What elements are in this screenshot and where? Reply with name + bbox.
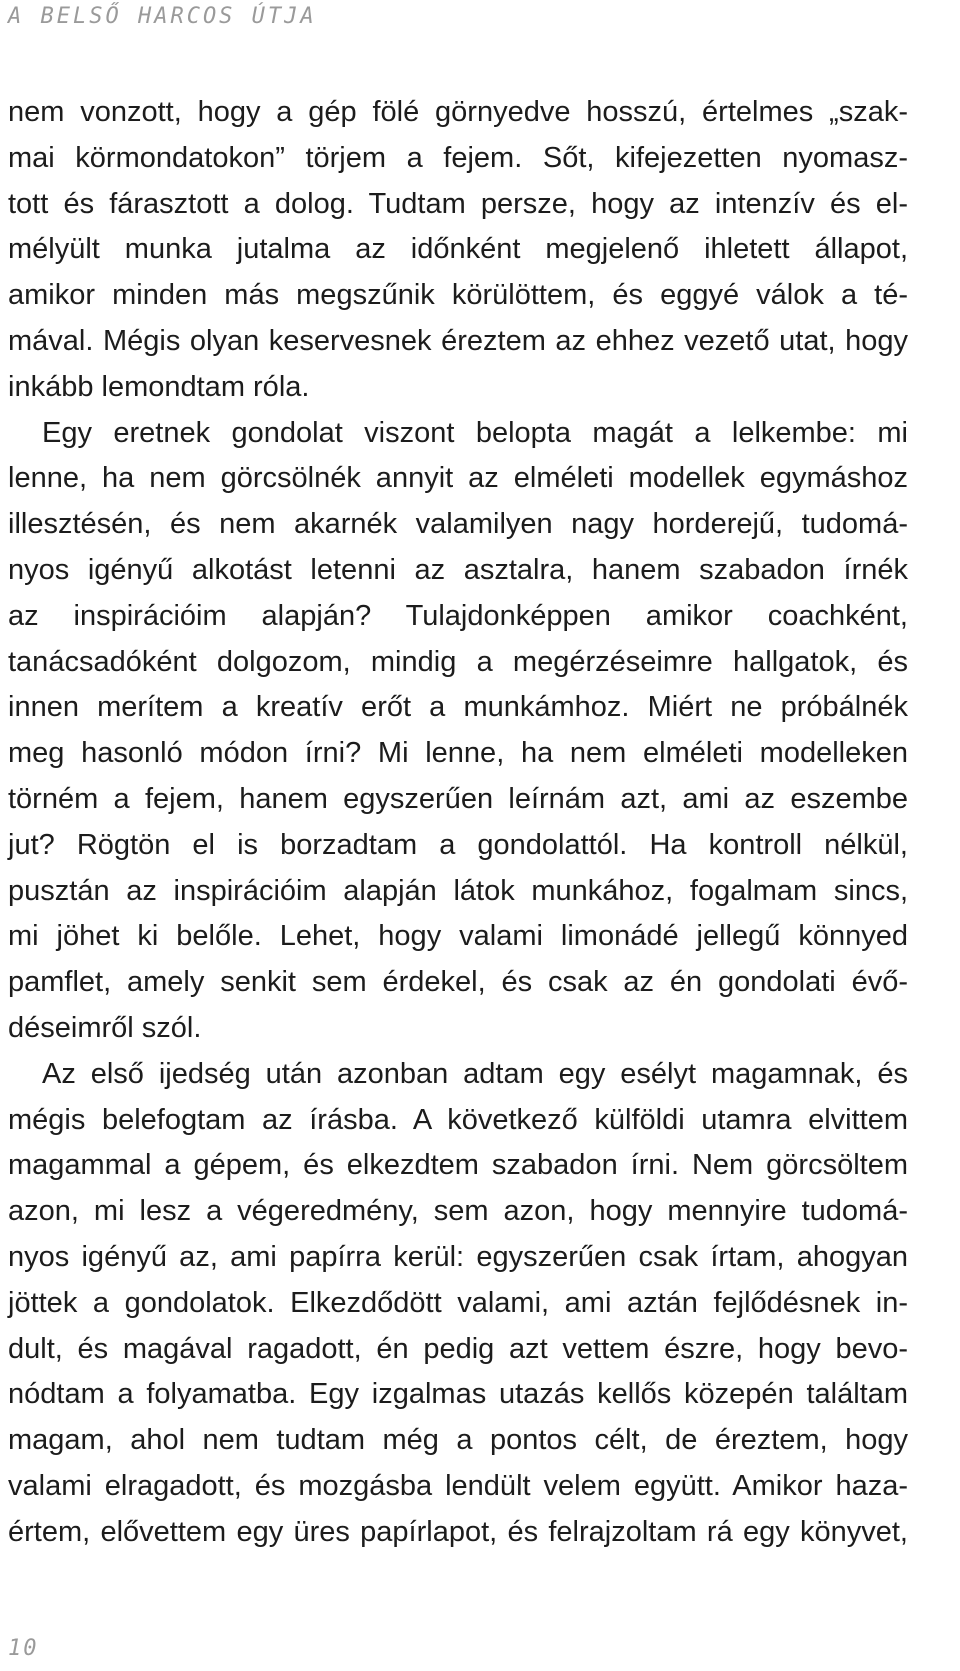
text-line: jut? Rögtön el is borzadtam a gondolattól. Ha kontroll nélkül, <box>8 828 908 861</box>
text-line: inkább lemondtam róla. <box>8 370 310 403</box>
text-line: jöttek a gondolatok. Elkezdődött valami, ami aztán fejlődésnek in- <box>8 1286 908 1319</box>
text-line: mélyült munka jutalma az időnként megjelenő ihletett állapot, <box>8 233 908 266</box>
text-line: Az első ijedség után azonban adtam egy esélyt magamnak, és <box>42 1057 908 1090</box>
text-line: mai körmondatokon” törjem a fejem. Sőt, kifejezetten nyomasz- <box>8 141 908 174</box>
page-number: 10 <box>8 1636 39 1661</box>
text-line: déseimről szól. <box>8 1011 202 1044</box>
text-line: tott és fárasztott a dolog. Tudtam persze, hogy az intenzív és el- <box>8 187 908 220</box>
text-line: magam, ahol nem tudtam még a pontos célt, de éreztem, hogy <box>8 1424 908 1457</box>
text-line: azon, mi lesz a végeredmény, sem azon, hogy mennyire tudomá- <box>8 1195 908 1228</box>
text-line: mégis belefogtam az írásba. A következő külföldi utamra elvittem <box>8 1103 908 1136</box>
text-line: illesztésén, és nem akarnék valamilyen nagy horderejű, tudomá- <box>8 508 908 541</box>
text-line: innen merítem a kreatív erőt a munkámhoz. Miért ne próbálnék <box>8 691 908 724</box>
text-line: lenne, ha nem görcsölnék annyit az elméleti modellek egymáshoz <box>8 462 908 495</box>
text-line: törném a fejem, hanem egyszerűen leírnám azt, ami az eszembe <box>8 782 908 815</box>
text-line: dult, és magával ragadott, én pedig azt vettem észre, hogy bevo- <box>8 1332 908 1365</box>
text-line: nyos igényű alkotást letenni az asztalra, hanem szabadon írnék <box>8 553 908 586</box>
text-line: nódtam a folyamatba. Egy izgalmas utazás kellős közepén találtam <box>8 1378 908 1411</box>
text-line: pusztán az inspirációim alapján látok munkához, fogalmam sincs, <box>8 874 908 907</box>
text-line: az inspirációim alapján? Tulajdonképpen amikor coachként, <box>8 599 908 632</box>
text-line: Egy eretnek gondolat viszont belopta magát a lelkembe: mi <box>42 416 908 449</box>
text-line: mi jöhet ki belőle. Lehet, hogy valami limonádé jellegű könnyed <box>8 920 908 953</box>
text-line: amikor minden más megszűnik körülöttem, és eggyé válok a té- <box>8 279 908 312</box>
text-line: pamflet, amely senkit sem érdekel, és csak az én gondolati évő- <box>8 966 908 999</box>
text-line: értem, elővettem egy üres papírlapot, és felrajzoltam rá egy könyvet, <box>8 1515 908 1548</box>
text-line: mával. Mégis olyan keservesnek éreztem az ehhez vezető utat, hogy <box>8 324 908 357</box>
text-line: nyos igényű az, ami papírra kerül: egyszerűen csak írtam, ahogyan <box>8 1240 908 1273</box>
running-head-title: A BELSŐ HARCOS ÚTJA <box>8 4 317 29</box>
text-line: magammal a gépem, és elkezdtem szabadon írni. Nem görcsöltem <box>8 1149 908 1182</box>
text-line: valami elragadott, és mozgásba lendült velem együtt. Amikor haza- <box>8 1469 908 1502</box>
body-text <box>8 90 908 1556</box>
text-line: tanácsadóként dolgozom, mindig a megérzéseimre hallgatok, és <box>8 645 908 678</box>
text-line: nem vonzott, hogy a gép fölé görnyedve hosszú, értelmes „szak- <box>8 96 908 128</box>
text-line: meg hasonló módon írni? Mi lenne, ha nem elméleti modelleken <box>8 737 908 770</box>
